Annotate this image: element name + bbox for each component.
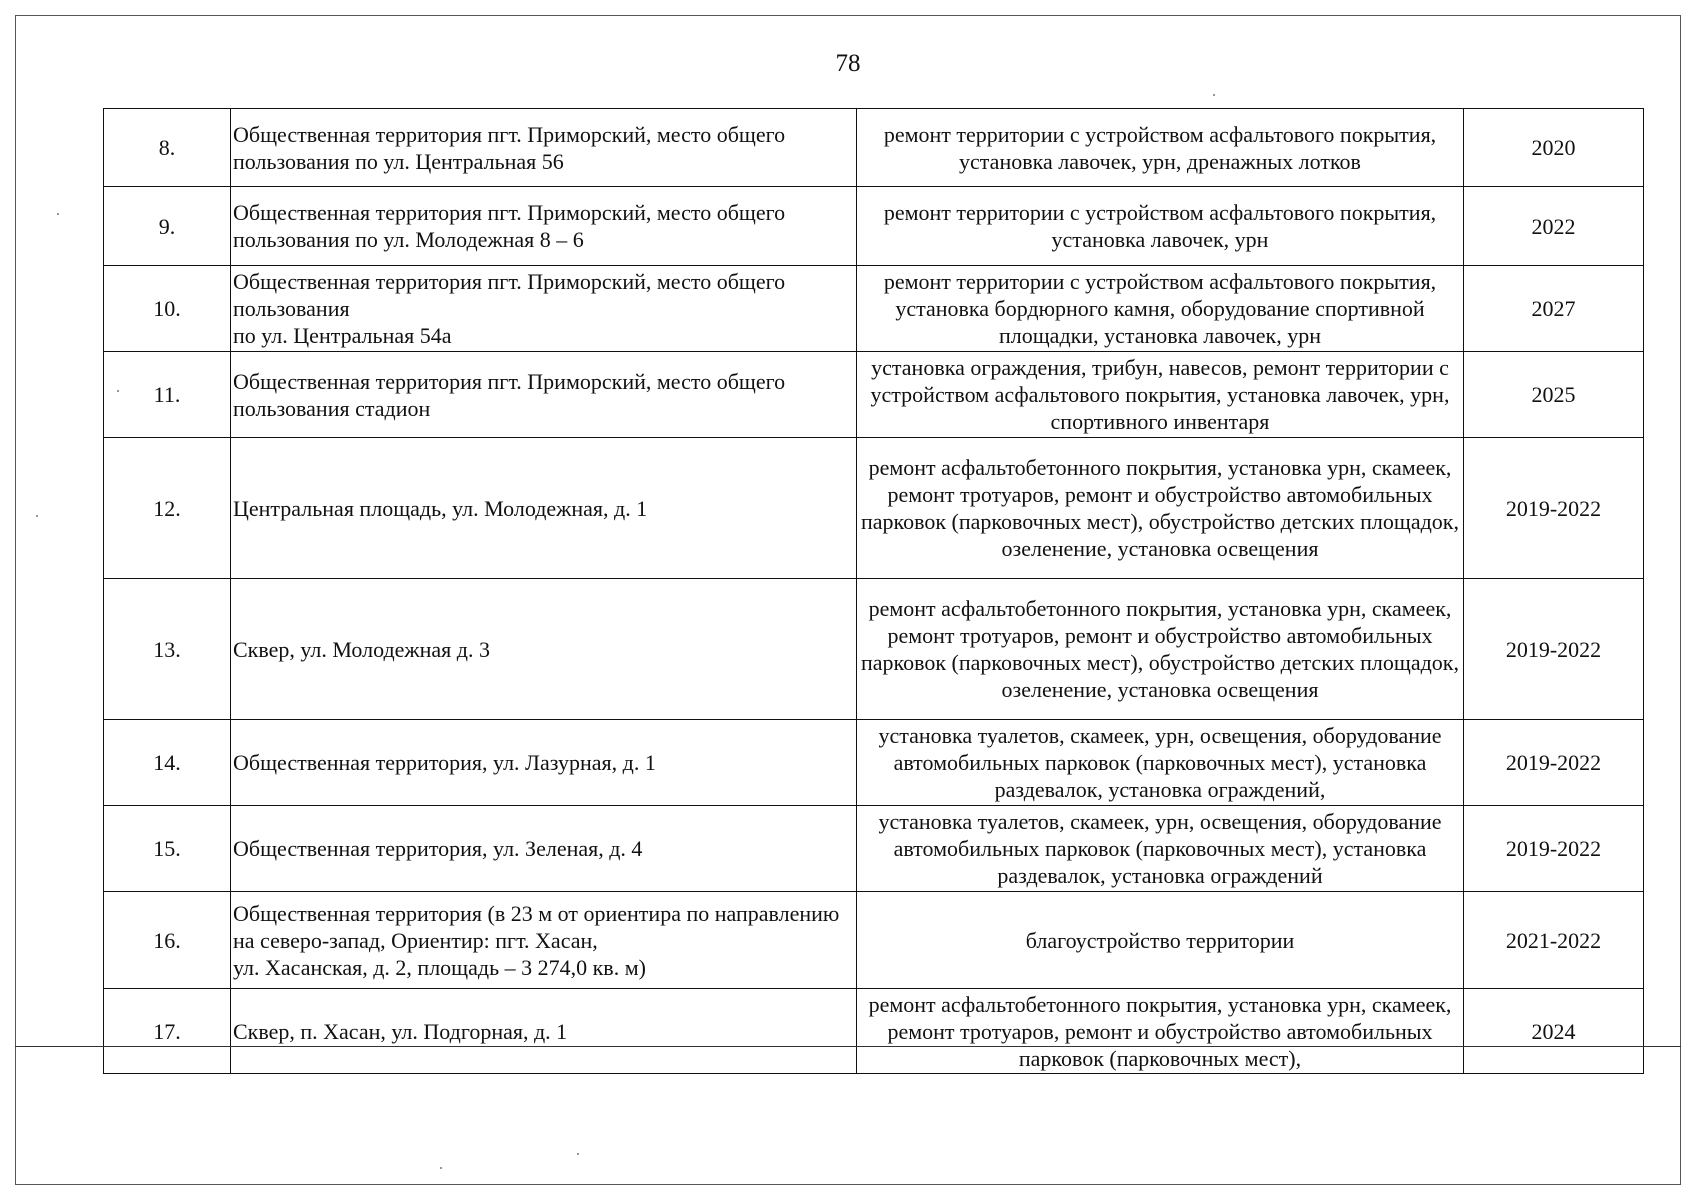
row-number: 8.: [104, 109, 231, 187]
works-description: установка туалетов, скамеек, урн, освещения, оборудование автомобильных парковок (парковочных мест), установка раздевалок, установка ограждений: [857, 806, 1464, 892]
table-row: [104, 352, 1644, 438]
works-description: ремонт асфальтобетонного покрытия, установка урн, скамеек, ремонт тротуаров, ремонт и обустройство автомобильных парковок (парковочных мест), обустройство детских площадок, озеленение, установка освещения: [857, 579, 1464, 720]
implementation-year: 2019-2022: [1464, 438, 1644, 579]
works-description: ремонт территории с устройством асфальтового покрытия, установка лавочек, урн, дренажных лотков: [857, 109, 1464, 187]
row-number: 13.: [104, 579, 231, 720]
works-description: ремонт территории с устройством асфальтового покрытия, установка лавочек, урн: [857, 187, 1464, 266]
works-description: установка туалетов, скамеек, урн, освещения, оборудование автомобильных парковок (парковочных мест), установка раздевалок, установка ограждений,: [857, 720, 1464, 806]
scan-artifact-line: [15, 1046, 1681, 1047]
works-description: благоустройство территории: [857, 892, 1464, 989]
territory-name: Общественная территория, ул. Лазурная, д. 1: [231, 720, 857, 806]
territory-name: Общественная территория пгт. Приморский, место общего пользования по ул. Молодежная 8 – 6: [231, 187, 857, 266]
scan-speck: [57, 213, 59, 215]
row-number: 15.: [104, 806, 231, 892]
table-row: [104, 989, 1644, 1074]
scan-speck: [36, 515, 38, 517]
scan-speck: [117, 390, 119, 392]
works-description: ремонт территории с устройством асфальтового покрытия, установка бордюрного камня, оборудование спортивной площадки, установка лавочек, урн: [857, 266, 1464, 352]
table-body: [104, 109, 1644, 1074]
row-number: 10.: [104, 266, 231, 352]
implementation-year: 2025: [1464, 352, 1644, 438]
table-row: [104, 579, 1644, 720]
works-description: ремонт асфальтобетонного покрытия, установка урн, скамеек, ремонт тротуаров, ремонт и обустройство автомобильных парковок (парковочных мест), обустройство детских площадок, озеленение, установка освещения: [857, 438, 1464, 579]
row-number: 9.: [104, 187, 231, 266]
row-number: 14.: [104, 720, 231, 806]
implementation-year: 2022: [1464, 187, 1644, 266]
implementation-year: 2021-2022: [1464, 892, 1644, 989]
page-number: 78: [835, 50, 861, 77]
table-row: [104, 438, 1644, 579]
scan-speck: [577, 1153, 579, 1155]
table-row: [104, 109, 1644, 187]
implementation-year: 2019-2022: [1464, 579, 1644, 720]
scan-speck: [1213, 94, 1215, 96]
table-row: [104, 187, 1644, 266]
implementation-year: 2019-2022: [1464, 806, 1644, 892]
table-row: [104, 266, 1644, 352]
works-description: установка ограждения, трибун, навесов, ремонт территории с устройством асфальтового покрытия, установка лавочек, урн, спортивного инвентаря: [857, 352, 1464, 438]
implementation-year: 2027: [1464, 266, 1644, 352]
implementation-year: 2020: [1464, 109, 1644, 187]
table-row: [104, 892, 1644, 989]
works-description: ремонт асфальтобетонного покрытия, установка урн, скамеек, ремонт тротуаров, ремонт и обустройство автомобильных парковок (парковочных мест),: [857, 989, 1464, 1074]
territory-name: Центральная площадь, ул. Молодежная, д. 1: [231, 438, 857, 579]
territories-table: [103, 108, 1644, 1074]
implementation-year: 2019-2022: [1464, 720, 1644, 806]
territory-name: Общественная территория пгт. Приморский, место общего пользования стадион: [231, 352, 857, 438]
scan-speck: [440, 1167, 442, 1169]
implementation-year: 2024: [1464, 989, 1644, 1074]
row-number: 16.: [104, 892, 231, 989]
territory-name: Сквер, ул. Молодежная д. 3: [231, 579, 857, 720]
territories-table-wrap: [103, 108, 1643, 1074]
territory-name: Общественная территория, ул. Зеленая, д. 4: [231, 806, 857, 892]
row-number: 11.: [104, 352, 231, 438]
territory-name: Сквер, п. Хасан, ул. Подгорная, д. 1: [231, 989, 857, 1074]
territory-name: Общественная территория (в 23 м от ориентира по направлению на северо-запад, Ориентир: пгт. Хасан, ул. Хасанская, д. 2, площадь – 3 274,0 кв. м): [231, 892, 857, 989]
territory-name: Общественная территория пгт. Приморский, место общего пользования по ул. Центральная 56: [231, 109, 857, 187]
row-number: 12.: [104, 438, 231, 579]
table-row: [104, 720, 1644, 806]
row-number: 17.: [104, 989, 231, 1074]
territory-name: Общественная территория пгт. Приморский, место общего пользования по ул. Центральная 54а: [231, 266, 857, 352]
table-row: [104, 806, 1644, 892]
